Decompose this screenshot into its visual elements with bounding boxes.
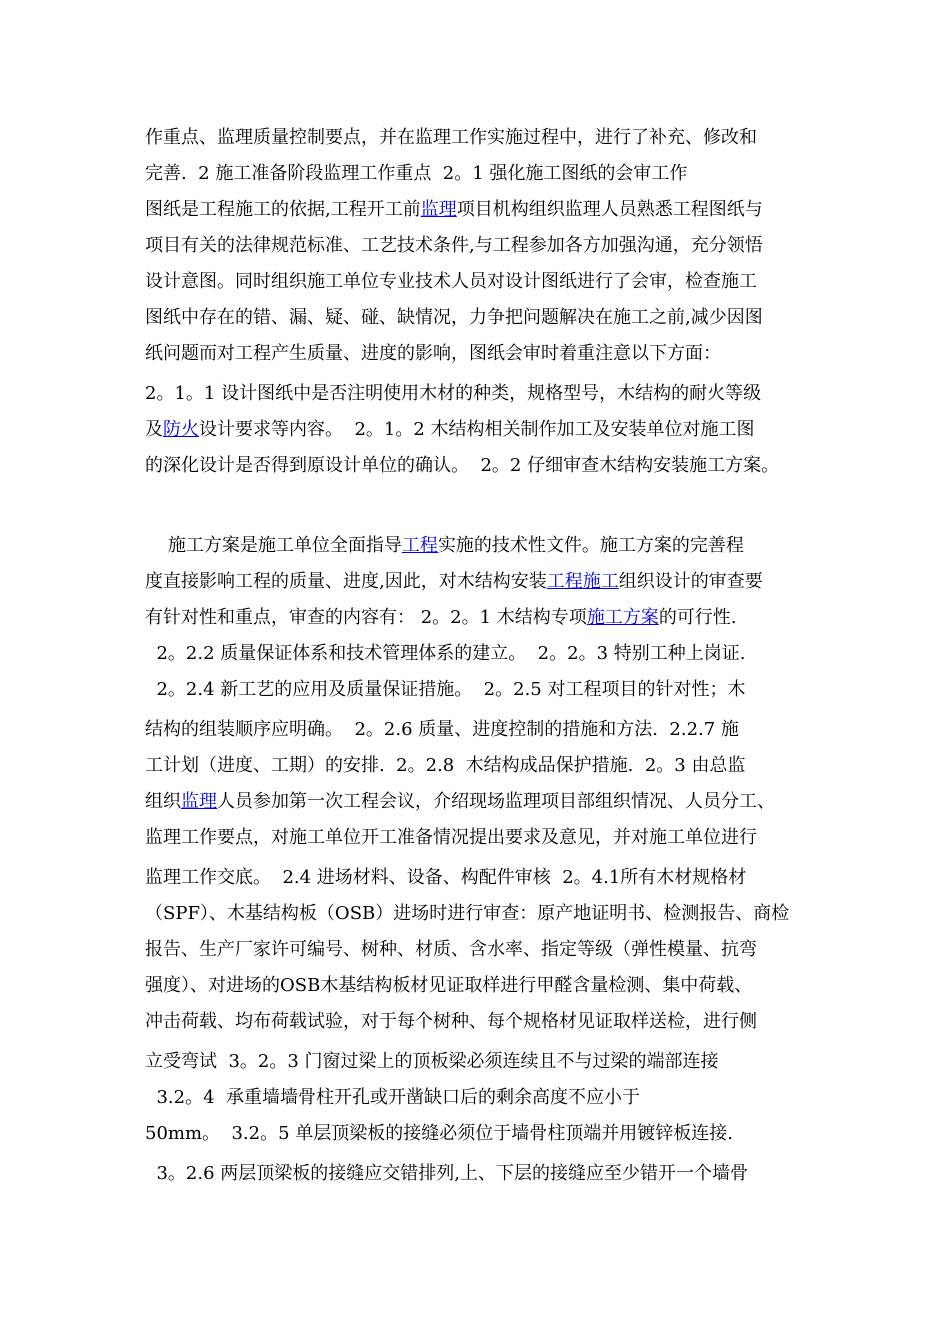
- text-run: 施工方案是施工单位全面指导: [145, 535, 402, 556]
- text-line: [145, 162, 687, 186]
- text-line: [145, 974, 752, 998]
- text-run: 组织设计的审查要: [618, 571, 763, 592]
- text-run: 及: [145, 419, 163, 440]
- text-run: （SPF）、木基结构板（OSB）进场时进行审查：原产地证明书、检测报告、商检: [145, 903, 790, 924]
- text-line: [145, 678, 745, 702]
- text-line: [145, 1122, 733, 1146]
- text-run: 度直接影响工程的质量、进度,因此，对木结构安装: [145, 571, 547, 592]
- text-run: 组织: [145, 791, 181, 812]
- text-run: 的可行性.: [658, 607, 737, 628]
- text-run: 图纸中存在的错、漏、疑、碰、缺情况，力争把问题解决在施工之前,减少因图: [145, 307, 763, 328]
- text-run: 人员参加第一次工程会议，介绍现场监理项目部组织情况、人员分工、: [217, 791, 775, 812]
- text-run: 监理工作交底。 2.4 进场材料、设备、构配件审核 2。4.1所有木材规格材: [145, 867, 747, 888]
- text-run: 完善. 2 施工准备阶段监理工作重点 2。1 强化施工图纸的会审工作: [145, 163, 688, 184]
- text-line: [145, 418, 755, 442]
- text-run: 作重点、监理质量控制要点，并在监理工作实施过程中，进行了补充、修改和: [145, 127, 757, 148]
- text-line: [145, 382, 761, 406]
- text-line: [145, 642, 745, 666]
- text-run: 3.2。4 承重墙墙骨柱开孔或开凿缺口后的剩余高度不应小于: [145, 1087, 640, 1108]
- inline-link[interactable]: 工程施工: [546, 571, 619, 592]
- text-line: [145, 606, 737, 630]
- text-line: [145, 1162, 748, 1186]
- text-line: [145, 234, 763, 258]
- inline-link[interactable]: 施工方案: [586, 607, 659, 628]
- text-line: [145, 754, 745, 778]
- text-line: [145, 866, 746, 890]
- text-run: 实施的技术性文件。施工方案的完善程: [437, 535, 744, 556]
- text-run: 强度）、对进场的OSB木基结构板材见证取样进行甲醛含量检测、集中荷载、: [145, 975, 753, 996]
- text-line: [145, 198, 763, 222]
- text-line: [145, 342, 721, 366]
- text-run: 2。2.2 质量保证体系和技术管理体系的建立。 2。2。3 特别工种上岗证.: [145, 643, 746, 664]
- text-line: [145, 454, 779, 478]
- text-run: 设计要求等内容。 2。1。2 木结构相关制作加工及安装单位对施工图: [199, 419, 755, 440]
- text-run: 项目有关的法律规范标准、工艺技术条件,与工程参加各方加强沟通，充分领悟: [145, 235, 763, 256]
- text-run: 的深化设计是否得到原设计单位的确认。 2。2 仔细审查木结构安装施工方案。: [145, 455, 780, 476]
- text-run: 纸问题而对工程产生质量、进度的影响，图纸会审时着重注意以下方面：: [145, 343, 721, 364]
- text-line: [145, 826, 757, 850]
- text-line: [145, 938, 757, 962]
- text-line: [145, 270, 757, 294]
- text-line: [145, 790, 775, 814]
- text-line: [145, 1050, 719, 1074]
- text-line: [145, 306, 763, 330]
- inline-link[interactable]: 防火: [163, 419, 199, 440]
- text-line: [145, 1010, 757, 1034]
- text-run: 立受弯试 3。2。3 门窗过梁上的顶板梁必须连续且不与过梁的端部连接: [145, 1051, 719, 1072]
- text-run: 有针对性和重点，审查的内容有： 2。2。1 木结构专项: [145, 607, 587, 628]
- text-line: [145, 902, 789, 926]
- text-line: [145, 534, 744, 558]
- text-run: 工计划（进度、工期）的安排. 2。2.8 木结构成品保护措施. 2。3 由总监: [145, 755, 746, 776]
- text-run: 3。2.6 两层顶梁板的接缝应交错排列,上、下层的接缝应至少错开一个墙骨: [145, 1163, 748, 1184]
- text-line: [145, 126, 757, 150]
- text-run: 报告、生产厂家许可编号、树种、材质、含水率、指定等级（弹性模量、抗弯: [145, 939, 757, 960]
- text-line: [145, 718, 739, 742]
- inline-link[interactable]: 监理: [420, 199, 457, 220]
- text-run: 设计意图。同时组织施工单位专业技术人员对设计图纸进行了会审，检查施工: [145, 271, 757, 292]
- text-run: 图纸是工程施工的依据,工程开工前: [145, 199, 421, 220]
- inline-link[interactable]: 工程: [401, 535, 438, 556]
- text-line: [145, 1086, 640, 1110]
- text-run: 结构的组装顺序应明确。 2。2.6 质量、进度控制的措施和方法. 2.2.7 施: [145, 719, 739, 740]
- text-run: 2。1。1 设计图纸中是否注明使用木材的种类，规格型号，木结构的耐火等级: [145, 383, 762, 404]
- text-run: 冲击荷载、均布荷载试验，对于每个树种、每个规格材见证取样送检，进行侧: [145, 1011, 757, 1032]
- inline-link[interactable]: 监理: [181, 791, 217, 812]
- text-line: [145, 570, 763, 594]
- text-run: 50mm。 3.2。5 单层顶梁板的接缝必须位于墙骨柱顶端并用镀锌板连接.: [145, 1123, 734, 1144]
- text-run: 监理工作要点，对施工单位开工准备情况提出要求及意见，并对施工单位进行: [145, 827, 757, 848]
- text-run: 2。2.4 新工艺的应用及质量保证措施。 2。2.5 对工程项目的针对性；木: [145, 679, 746, 700]
- text-run: 项目机构组织监理人员熟悉工程图纸与: [456, 199, 763, 220]
